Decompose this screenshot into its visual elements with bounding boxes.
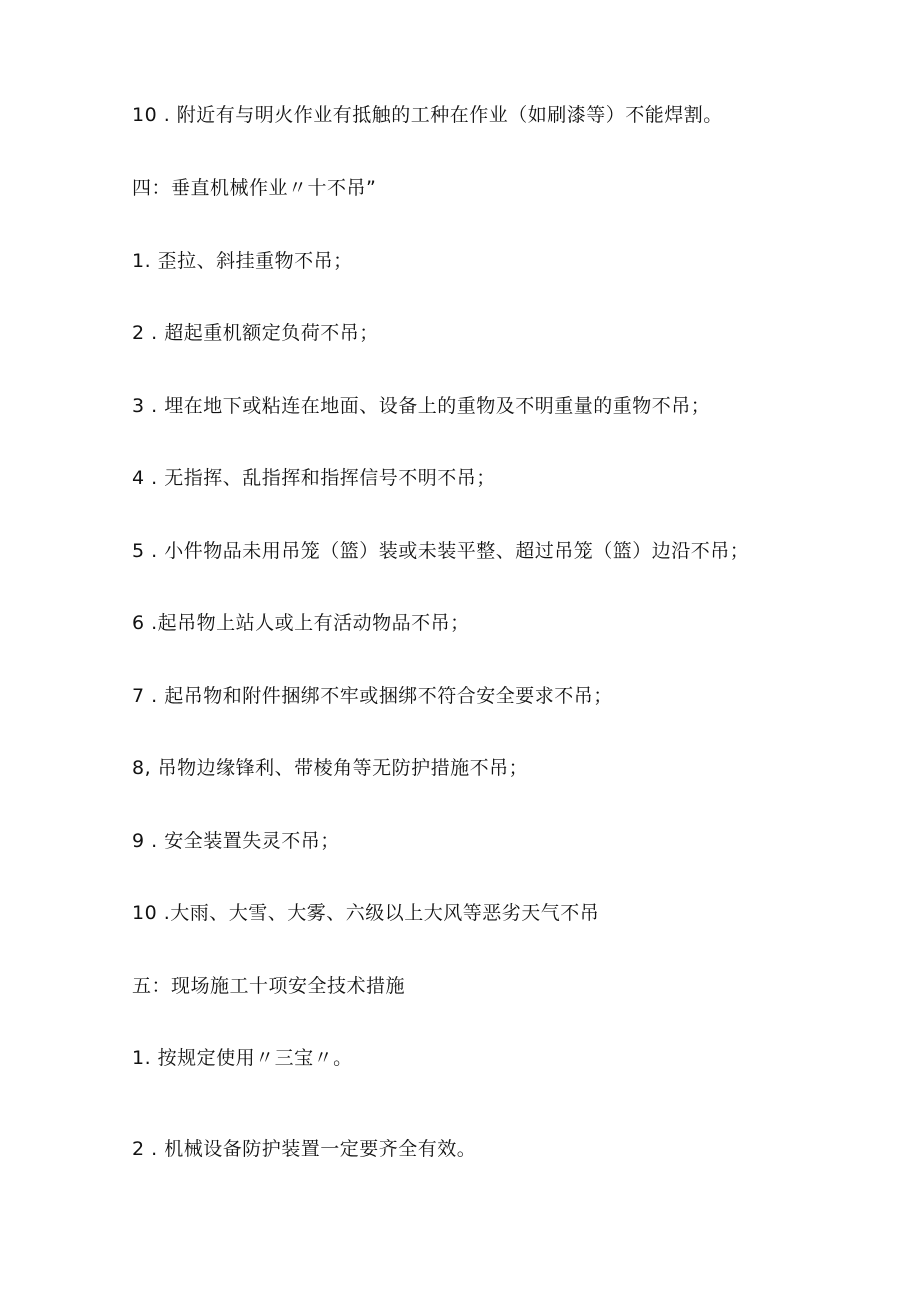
list-item: 1. 歪拉、斜挂重物不吊；: [132, 250, 353, 272]
list-item: 10 .大雨、大雪、大雾、六级以上大风等恶劣天气不吊: [132, 902, 600, 924]
list-item: 4 . 无指挥、乱指挥和指挥信号不明不吊；: [132, 467, 496, 489]
list-item: 5 . 小件物品未用吊笼（篮）装或未装平整、超过吊笼（篮）边沿不吊；: [132, 540, 750, 562]
section-heading: 五：现场施工十项安全技术措施: [132, 975, 406, 997]
list-item: 6 .起吊物上站人或上有活动物品不吊；: [132, 612, 470, 634]
list-item: 1. 按规定使用〃三宝〃。: [132, 1047, 353, 1069]
list-item: 2 . 机械设备防护装置一定要齐全有效。: [132, 1138, 477, 1160]
paragraph-line: 10 . 附近有与明火作业有抵触的工种在作业（如刷漆等）不能焊割。: [132, 104, 723, 126]
list-item: 3 . 埋在地下或粘连在地面、设备上的重物及不明重量的重物不吊；: [132, 395, 711, 417]
list-item: 2 . 超起重机额定负荷不吊；: [132, 322, 379, 344]
list-item: 7 . 起吊物和附件捆绑不牢或捆绑不符合安全要求不吊；: [132, 685, 613, 707]
section-heading: 四：垂直机械作业〃十不吊”: [132, 177, 377, 199]
list-item: 8, 吊物边缘锋利、带棱角等无防护措施不吊；: [132, 757, 529, 779]
list-item: 9 . 安全装置失灵不吊；: [132, 830, 340, 852]
